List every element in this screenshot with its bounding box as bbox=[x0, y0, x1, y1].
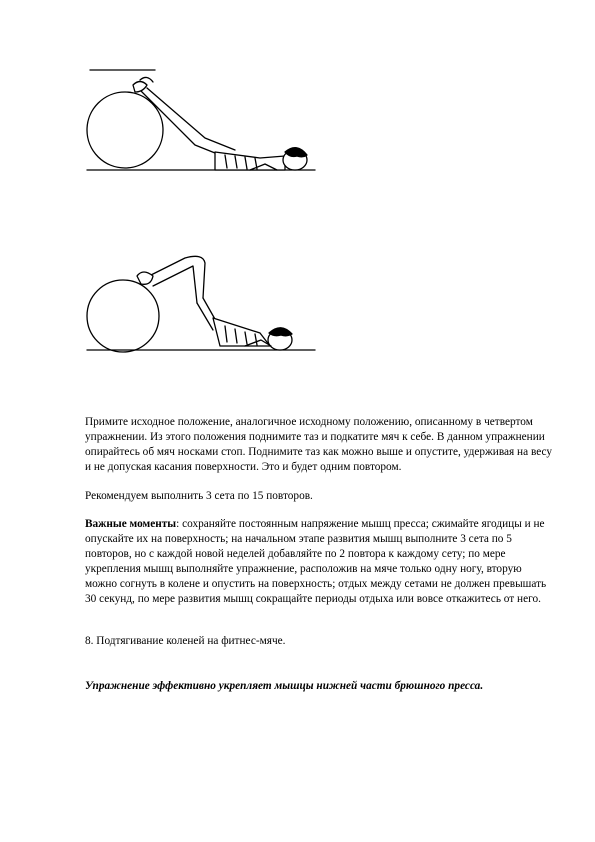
exercise-description-text: Упражнение эффективно укрепляет мышцы нижней части брюшного пресса. bbox=[85, 680, 484, 692]
hair bbox=[269, 328, 292, 336]
fitness-ball bbox=[87, 92, 163, 168]
important-points-text: : сохраняйте постоянным напряжение мышц пресса; сжимайте ягодицы и не опускайте их на поверхность; на начальном этапе развития мышц выполните 3 сета по 5 повторов, но с каждой новой неделей добавляйте по 2 повтора к каждому сету; по мере укрепления мышц выполняйте упражнение, расположив на мяче только одну ногу, вторую можно согнуть в колене и опустить на поверхность; отдых между сетами не должен превышать 30 секунд, по мере развития мышц сокращайте периоды отдыха или вовсе откажитесь от него. bbox=[85, 518, 547, 605]
important-points-paragraph bbox=[85, 517, 555, 607]
thigh-2 bbox=[197, 303, 213, 330]
fitness-ball bbox=[87, 280, 159, 352]
hair bbox=[285, 148, 307, 157]
recommendation-text: Рекомендуем выполнить 3 сета по 15 повторов. bbox=[85, 490, 313, 502]
leg-upper bbox=[140, 90, 220, 155]
exercise-illustration-end bbox=[85, 238, 325, 363]
important-points bbox=[85, 517, 555, 607]
foot bbox=[133, 82, 147, 93]
torso bbox=[213, 318, 270, 346]
exercise-illustration-start bbox=[85, 60, 325, 185]
exercise-heading-text: 8. Подтягивание коленей на фитнес-мяче. bbox=[85, 635, 286, 647]
instruction-text: Примите исходное положение, аналогичное исходному положению, описанному в четвертом упражнении. Из этого положения поднимите таз и подкатите мяч к себе. В данном упражнении опирайтесь об мяч носками стоп. Поднимите таз как можно выше и опустите, удерживая на весу и не допуская касания поверхности. Это и будет одним повтором. bbox=[85, 416, 553, 473]
important-points-label: Важные моменты bbox=[85, 518, 177, 530]
recommendation-paragraph bbox=[85, 489, 555, 504]
leg-back bbox=[153, 266, 197, 303]
foot bbox=[137, 272, 153, 284]
exercise-heading bbox=[85, 634, 555, 649]
exercise-description bbox=[85, 679, 555, 694]
instruction-paragraph bbox=[85, 415, 555, 475]
